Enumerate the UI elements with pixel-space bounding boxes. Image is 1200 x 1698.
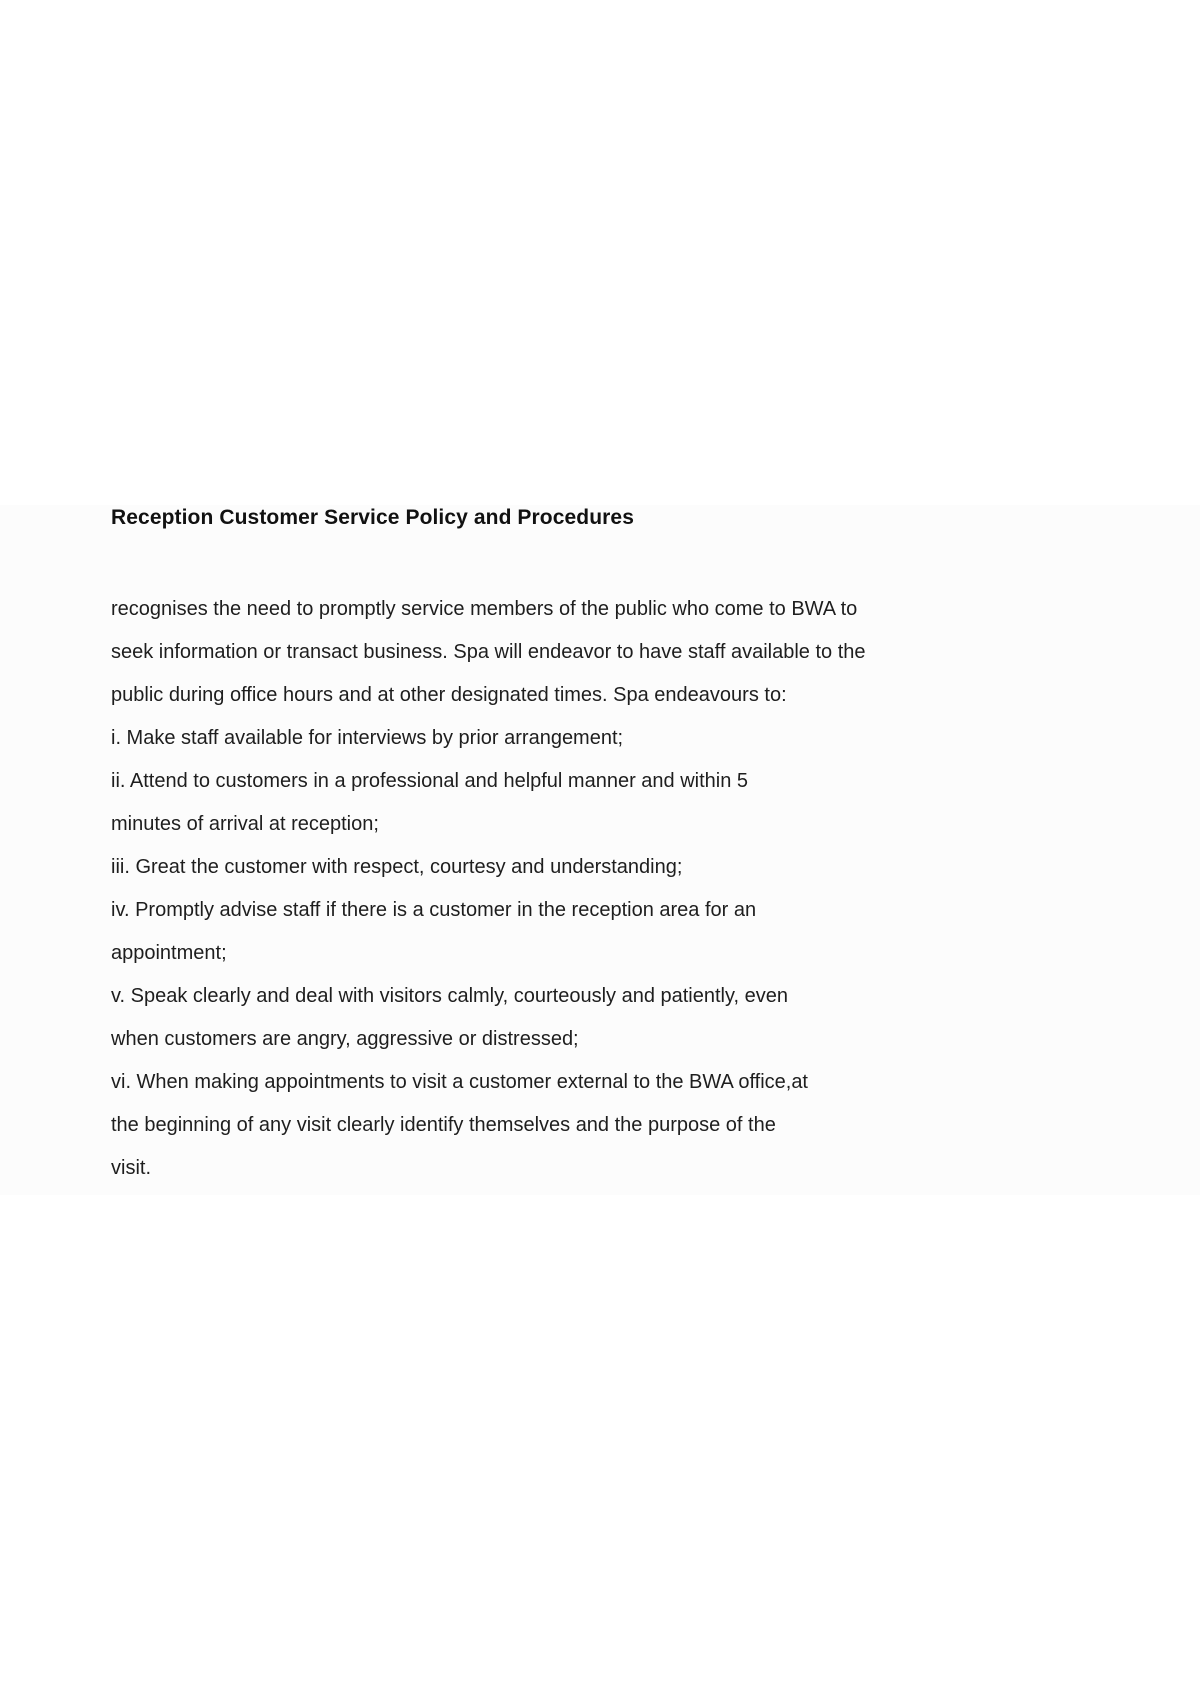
- list-item-v-continued: when customers are angry, aggressive or distressed;: [111, 1028, 579, 1050]
- intro-line-1: recognises the need to promptly service members of the public who come to BWA to: [111, 598, 858, 620]
- policy-body: [111, 588, 991, 1190]
- list-item-vi-continued: the beginning of any visit clearly identify themselves and the purpose of the: [111, 1114, 776, 1136]
- document-title: Reception Customer Service Policy and Procedures: [111, 506, 634, 529]
- list-item-iv: iv. Promptly advise staff if there is a customer in the reception area for an: [111, 899, 757, 921]
- list-item-vi-end: visit.: [111, 1157, 151, 1179]
- list-item-ii-continued: minutes of arrival at reception;: [111, 813, 379, 835]
- list-item-iv-continued: appointment;: [111, 942, 227, 964]
- intro-line-3: public during office hours and at other designated times. Spa endeavours to:: [111, 684, 787, 706]
- intro-line-2: seek information or transact business. Spa will endeavor to have staff available to the: [111, 641, 866, 663]
- list-item-ii: ii. Attend to customers in a professional and helpful manner and within 5: [111, 770, 749, 792]
- list-item-v: v. Speak clearly and deal with visitors calmly, courteously and patiently, even: [111, 985, 788, 1007]
- policy-content: [111, 504, 991, 1190]
- list-item-i: i. Make staff available for interviews by prior arrangement;: [111, 727, 624, 749]
- list-item-iii: iii. Great the customer with respect, courtesy and understanding;: [111, 856, 683, 878]
- list-item-vi: vi. When making appointments to visit a customer external to the BWA office,at: [111, 1071, 808, 1093]
